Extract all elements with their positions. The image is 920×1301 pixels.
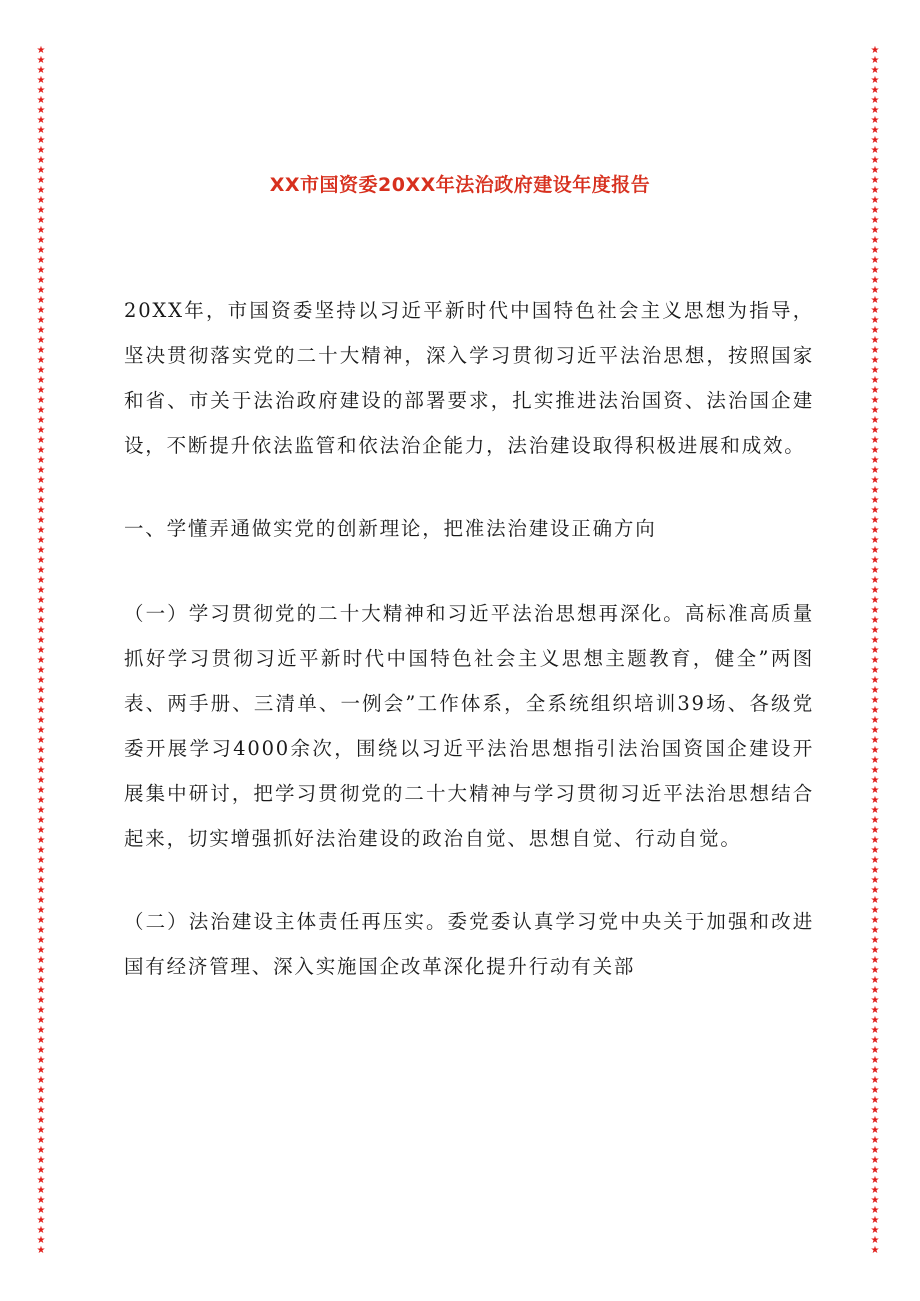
star-icon: ★ [36, 665, 46, 676]
star-icon: ★ [870, 285, 880, 296]
star-icon: ★ [870, 445, 880, 456]
star-icon: ★ [870, 635, 880, 646]
right-star-border [868, 46, 882, 1254]
star-icon: ★ [870, 1175, 880, 1186]
star-icon: ★ [36, 345, 46, 356]
star-icon: ★ [870, 995, 880, 1006]
star-icon: ★ [36, 575, 46, 586]
star-icon: ★ [870, 225, 880, 236]
star-icon: ★ [36, 135, 46, 146]
star-icon: ★ [870, 425, 880, 436]
star-icon: ★ [870, 505, 880, 516]
intro-paragraph: 20XX年，市国资委坚持以习近平新时代中国特色社会主义思想为指导，坚决贯彻落实党的二十大精神，深入学习贯彻习近平法治思想，按照国家和省、市关于法治政府建设的部署要求，扎实推进法治国资、法治国企建设，不断提升依法监管和依法治企能力，法治建设取得积极进展和成效。 [124, 299, 814, 457]
star-icon: ★ [36, 555, 46, 566]
star-icon: ★ [870, 1125, 880, 1136]
star-icon: ★ [36, 935, 46, 946]
star-icon: ★ [36, 965, 46, 976]
star-icon: ★ [870, 785, 880, 796]
star-icon: ★ [36, 525, 46, 536]
star-icon: ★ [870, 1025, 880, 1036]
star-icon: ★ [36, 515, 46, 526]
star-icon: ★ [870, 365, 880, 376]
star-icon: ★ [36, 1165, 46, 1176]
star-icon: ★ [36, 1185, 46, 1196]
star-icon: ★ [36, 405, 46, 416]
star-icon: ★ [36, 205, 46, 216]
star-icon: ★ [870, 85, 880, 96]
star-icon: ★ [870, 385, 880, 396]
star-icon: ★ [36, 485, 46, 496]
star-icon: ★ [36, 615, 46, 626]
star-icon: ★ [870, 1155, 880, 1166]
star-icon: ★ [36, 675, 46, 686]
star-icon: ★ [870, 1095, 880, 1106]
star-icon: ★ [870, 595, 880, 606]
star-icon: ★ [36, 725, 46, 736]
star-icon: ★ [870, 535, 880, 546]
star-icon: ★ [36, 75, 46, 86]
left-star-border [34, 46, 48, 1254]
star-icon: ★ [36, 755, 46, 766]
star-icon: ★ [36, 85, 46, 96]
star-icon: ★ [870, 435, 880, 446]
star-icon: ★ [36, 1245, 46, 1254]
star-icon: ★ [36, 335, 46, 346]
star-icon: ★ [870, 875, 880, 886]
star-icon: ★ [36, 325, 46, 336]
star-icon: ★ [870, 415, 880, 426]
star-icon: ★ [36, 1125, 46, 1136]
star-icon: ★ [870, 145, 880, 156]
star-icon: ★ [36, 355, 46, 366]
star-icon: ★ [36, 1035, 46, 1046]
star-icon: ★ [870, 715, 880, 726]
star-icon: ★ [36, 845, 46, 856]
star-icon: ★ [36, 435, 46, 446]
star-icon: ★ [870, 75, 880, 86]
star-icon: ★ [36, 255, 46, 266]
star-icon: ★ [36, 245, 46, 256]
star-icon: ★ [870, 1015, 880, 1026]
star-icon: ★ [870, 1065, 880, 1076]
star-icon: ★ [870, 685, 880, 696]
star-icon: ★ [870, 1215, 880, 1226]
star-icon: ★ [36, 175, 46, 186]
star-icon: ★ [870, 965, 880, 976]
star-icon: ★ [870, 55, 880, 66]
star-icon: ★ [36, 1095, 46, 1106]
star-icon: ★ [36, 1055, 46, 1066]
star-icon: ★ [36, 165, 46, 176]
star-icon: ★ [870, 325, 880, 336]
star-icon: ★ [870, 625, 880, 636]
star-icon: ★ [870, 405, 880, 416]
star-icon: ★ [36, 1175, 46, 1186]
star-icon: ★ [870, 1115, 880, 1126]
star-icon: ★ [870, 475, 880, 486]
star-icon: ★ [870, 725, 880, 736]
star-icon: ★ [870, 585, 880, 596]
star-icon: ★ [36, 1235, 46, 1246]
star-icon: ★ [36, 195, 46, 206]
star-icon: ★ [870, 345, 880, 356]
star-icon: ★ [870, 46, 880, 56]
star-icon: ★ [36, 685, 46, 696]
star-icon: ★ [36, 605, 46, 616]
star-icon: ★ [870, 805, 880, 816]
star-icon: ★ [36, 885, 46, 896]
star-icon: ★ [870, 235, 880, 246]
star-icon: ★ [36, 375, 46, 386]
star-icon: ★ [36, 455, 46, 466]
star-icon: ★ [870, 815, 880, 826]
star-icon: ★ [870, 655, 880, 666]
star-icon: ★ [870, 245, 880, 256]
star-icon: ★ [870, 895, 880, 906]
star-icon: ★ [870, 125, 880, 136]
star-icon: ★ [870, 525, 880, 536]
star-icon: ★ [36, 785, 46, 796]
star-icon: ★ [870, 65, 880, 76]
star-icon: ★ [870, 165, 880, 176]
star-icon: ★ [36, 705, 46, 716]
star-icon: ★ [870, 495, 880, 506]
star-icon: ★ [36, 495, 46, 506]
star-icon: ★ [36, 1155, 46, 1166]
star-icon: ★ [870, 925, 880, 936]
star-icon: ★ [36, 315, 46, 326]
star-icon: ★ [870, 555, 880, 566]
star-icon: ★ [870, 395, 880, 406]
star-icon: ★ [870, 1195, 880, 1206]
star-icon: ★ [870, 615, 880, 626]
star-icon: ★ [870, 455, 880, 466]
star-icon: ★ [870, 1035, 880, 1046]
star-icon: ★ [36, 105, 46, 116]
star-icon: ★ [36, 125, 46, 136]
star-icon: ★ [36, 855, 46, 866]
star-icon: ★ [870, 375, 880, 386]
star-icon: ★ [870, 1055, 880, 1066]
star-icon: ★ [36, 185, 46, 196]
star-icon: ★ [36, 585, 46, 596]
star-icon: ★ [36, 145, 46, 156]
star-icon: ★ [870, 885, 880, 896]
star-icon: ★ [870, 1185, 880, 1196]
star-icon: ★ [870, 105, 880, 116]
star-icon: ★ [36, 895, 46, 906]
star-icon: ★ [870, 205, 880, 216]
star-icon: ★ [870, 355, 880, 366]
star-icon: ★ [36, 285, 46, 296]
star-icon: ★ [870, 305, 880, 316]
star-icon: ★ [870, 915, 880, 926]
star-icon: ★ [870, 945, 880, 956]
star-icon: ★ [36, 1015, 46, 1026]
star-icon: ★ [36, 875, 46, 886]
star-icon: ★ [870, 645, 880, 656]
star-icon: ★ [36, 925, 46, 936]
star-icon: ★ [870, 955, 880, 966]
star-icon: ★ [36, 505, 46, 516]
star-icon: ★ [36, 695, 46, 706]
star-icon: ★ [870, 1085, 880, 1096]
star-icon: ★ [36, 395, 46, 406]
subsection-paragraph-1: （一）学习贯彻党的二十大精神和习近平法治思想再深化。高标准高质量抓好学习贯彻习近平新时代中国特色社会主义思想主题教育，健全”两图表、两手册、三清单、一例会”工作体系，全系统组织培训39场、各级党委开展学习4000余次，围绕以习近平法治思想指引法治国资国企建设开展集中研讨，把学习贯彻党的二十大精神与学习贯彻习近平法治思想结合起来，切实增强抓好法治建设的政治自觉、思想自觉、行动自觉。 [124, 602, 814, 850]
star-icon: ★ [36, 235, 46, 246]
star-icon: ★ [36, 46, 46, 56]
star-icon: ★ [870, 825, 880, 836]
star-icon: ★ [36, 775, 46, 786]
star-icon: ★ [870, 1245, 880, 1254]
star-icon: ★ [36, 55, 46, 66]
star-icon: ★ [36, 995, 46, 1006]
star-icon: ★ [36, 265, 46, 276]
star-icon: ★ [870, 975, 880, 986]
star-icon: ★ [36, 625, 46, 636]
star-icon: ★ [870, 845, 880, 856]
star-icon: ★ [870, 905, 880, 916]
star-icon: ★ [36, 225, 46, 236]
star-icon: ★ [870, 1045, 880, 1056]
star-icon: ★ [870, 575, 880, 586]
star-icon: ★ [36, 95, 46, 106]
star-icon: ★ [36, 155, 46, 166]
star-icon: ★ [870, 665, 880, 676]
star-icon: ★ [36, 795, 46, 806]
star-icon: ★ [36, 1205, 46, 1216]
star-icon: ★ [870, 255, 880, 266]
star-icon: ★ [870, 865, 880, 876]
star-icon: ★ [870, 115, 880, 126]
star-icon: ★ [870, 765, 880, 776]
star-icon: ★ [36, 1225, 46, 1236]
star-icon: ★ [36, 745, 46, 756]
star-icon: ★ [36, 865, 46, 876]
star-icon: ★ [870, 1225, 880, 1236]
star-icon: ★ [870, 155, 880, 166]
star-icon: ★ [36, 715, 46, 726]
star-icon: ★ [36, 945, 46, 956]
star-icon: ★ [36, 765, 46, 776]
star-icon: ★ [36, 365, 46, 376]
star-icon: ★ [36, 835, 46, 846]
star-icon: ★ [870, 135, 880, 146]
star-icon: ★ [870, 465, 880, 476]
star-icon: ★ [870, 1075, 880, 1086]
star-icon: ★ [870, 335, 880, 346]
star-icon: ★ [36, 475, 46, 486]
star-icon: ★ [870, 675, 880, 686]
section-heading-1: 一、学懂弄通做实党的创新理论，把准法治建设正确方向 [124, 517, 657, 540]
star-icon: ★ [36, 1195, 46, 1206]
star-icon: ★ [870, 605, 880, 616]
subsection-paragraph-2: （二）法治建设主体责任再压实。委党委认真学习党中央关于加强和改进国有经济管理、深入实施国企改革深化提升行动有关部 [124, 910, 814, 978]
star-icon: ★ [36, 1115, 46, 1126]
star-icon: ★ [870, 545, 880, 556]
star-icon: ★ [870, 855, 880, 866]
star-icon: ★ [870, 295, 880, 306]
star-icon: ★ [36, 955, 46, 966]
star-icon: ★ [870, 1205, 880, 1216]
star-icon: ★ [870, 95, 880, 106]
star-icon: ★ [870, 185, 880, 196]
star-icon: ★ [36, 915, 46, 926]
star-icon: ★ [870, 1145, 880, 1156]
star-icon: ★ [870, 795, 880, 806]
star-icon: ★ [870, 835, 880, 846]
star-icon: ★ [870, 735, 880, 746]
star-icon: ★ [870, 485, 880, 496]
star-icon: ★ [36, 115, 46, 126]
star-icon: ★ [870, 745, 880, 756]
star-icon: ★ [36, 215, 46, 226]
star-icon: ★ [870, 1005, 880, 1016]
star-icon: ★ [36, 1005, 46, 1016]
star-icon: ★ [36, 425, 46, 436]
star-icon: ★ [36, 565, 46, 576]
star-icon: ★ [870, 755, 880, 766]
star-icon: ★ [36, 735, 46, 746]
star-icon: ★ [36, 1065, 46, 1076]
star-icon: ★ [870, 515, 880, 526]
document-title: XX市国资委20XX年法治政府建设年度报告 [269, 174, 651, 196]
star-icon: ★ [36, 635, 46, 646]
star-icon: ★ [36, 645, 46, 656]
star-icon: ★ [36, 545, 46, 556]
star-icon: ★ [870, 775, 880, 786]
star-icon: ★ [36, 595, 46, 606]
star-icon: ★ [870, 275, 880, 286]
star-icon: ★ [36, 1105, 46, 1116]
star-icon: ★ [870, 705, 880, 716]
star-icon: ★ [36, 985, 46, 996]
star-icon: ★ [36, 275, 46, 286]
star-icon: ★ [36, 905, 46, 916]
star-icon: ★ [36, 655, 46, 666]
star-icon: ★ [870, 215, 880, 226]
star-icon: ★ [36, 445, 46, 456]
star-icon: ★ [870, 315, 880, 326]
star-icon: ★ [36, 1085, 46, 1096]
star-icon: ★ [36, 65, 46, 76]
star-icon: ★ [36, 1145, 46, 1156]
star-icon: ★ [870, 1135, 880, 1146]
star-icon: ★ [36, 465, 46, 476]
star-icon: ★ [36, 825, 46, 836]
star-icon: ★ [870, 985, 880, 996]
star-icon: ★ [870, 565, 880, 576]
star-icon: ★ [870, 1105, 880, 1116]
star-icon: ★ [36, 815, 46, 826]
star-icon: ★ [870, 195, 880, 206]
star-icon: ★ [36, 1075, 46, 1086]
star-icon: ★ [870, 265, 880, 276]
star-icon: ★ [870, 175, 880, 186]
star-icon: ★ [36, 1135, 46, 1146]
star-icon: ★ [36, 1025, 46, 1036]
star-icon: ★ [36, 305, 46, 316]
star-icon: ★ [36, 535, 46, 546]
star-icon: ★ [36, 975, 46, 986]
star-icon: ★ [36, 385, 46, 396]
star-icon: ★ [870, 1165, 880, 1176]
star-icon: ★ [36, 805, 46, 816]
star-icon: ★ [36, 295, 46, 306]
star-icon: ★ [870, 695, 880, 706]
star-icon: ★ [36, 1215, 46, 1226]
star-icon: ★ [36, 415, 46, 426]
star-icon: ★ [870, 1235, 880, 1246]
star-icon: ★ [36, 1045, 46, 1056]
star-icon: ★ [870, 935, 880, 946]
